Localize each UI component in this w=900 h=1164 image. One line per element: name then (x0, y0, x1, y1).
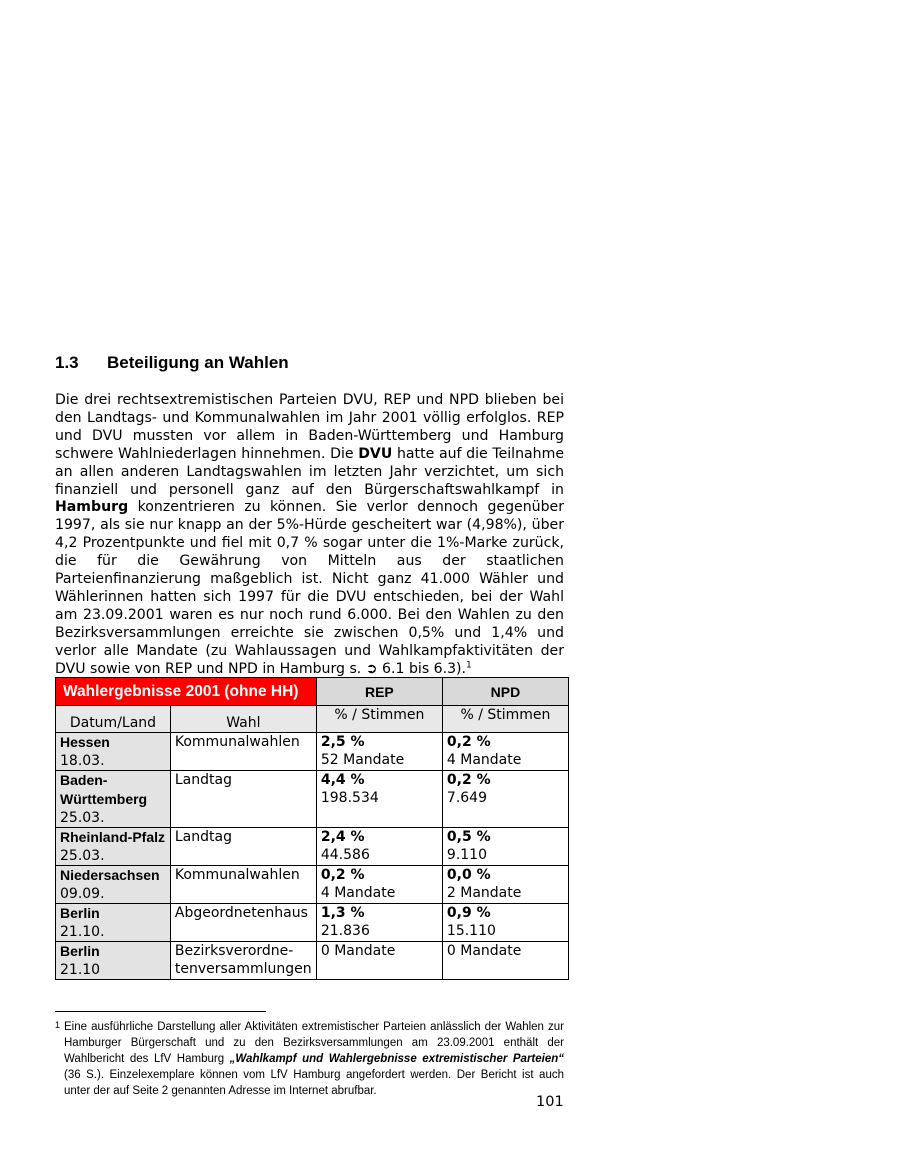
npd-value: 9.110 (446, 847, 487, 863)
footnote-text-1: Eine ausführliche Darstellung aller Aktivitäten extremistischer Parteien anlässlich der Wahlen zur Hamburger Bürgerschaft und zu den Bezirksversammlungen am 23.09.2001 enthält der Wahlbericht des LfV Hamburg (64, 1021, 564, 1065)
rep-value: 198.534 (320, 790, 379, 806)
election-date: 25.03. (60, 810, 105, 826)
land-cell (56, 904, 171, 942)
rep-cell (316, 904, 442, 942)
table-row (56, 866, 569, 904)
footnote-divider (55, 1011, 266, 1012)
npd-value: 2 Mandate (446, 885, 522, 901)
land-cell (56, 733, 171, 771)
land-name: Berlin (60, 905, 100, 921)
npd-percent: 0,9 % (446, 905, 491, 921)
body-paragraph (55, 392, 564, 679)
rep-percent: 2,5 % (320, 734, 365, 750)
land-name: Baden- (60, 772, 108, 788)
body-text-3: konzentrieren zu können. Sie verlor dennoch gegenüber 1997, als sie nur knapp an der 5%-Hürde gescheitert war (4,98%), über 4,2 Prozentpunkte und fiel mit 0,7 % sogar unter die 1%-Marke zurück, die für die Gewährung von Mitteln aus der staatlichen Parteienfinanzierung maßgeblich ist. Nicht ganz 41.000 Wähler und Wählerinnen hatten sich 1997 für die DVU entschieden, bei der Wahl am 23.09.2001 waren es nur noch rund 6.000. Bei den Wahlen zu den Bezirksversammlungen erreichte sie zwischen 0,5% und 1,4% und verlor alle Mandate (zu Wahlaussagen und Wahlkampfaktivitäten der DVU sowie von REP und NPD in Hamburg s. (55, 499, 564, 677)
table-row (56, 942, 569, 980)
election-date: 21.10 (60, 962, 101, 978)
section-title: Beteiligung an Wahlen (107, 353, 289, 372)
rep-percent: 0,2 % (320, 867, 365, 883)
rep-cell (316, 771, 442, 828)
rep-cell (316, 733, 442, 771)
col-header-rep-pct: % / Stimmen (316, 706, 442, 733)
npd-cell (442, 866, 568, 904)
npd-percent: 0,2 % (446, 772, 491, 788)
col-header-land: Datum/Land (56, 706, 171, 733)
land-cell (56, 942, 171, 980)
npd-cell (442, 733, 568, 771)
body-bold-hamburg: Hamburg (55, 499, 129, 516)
election-cell (170, 866, 316, 904)
npd-cell (442, 771, 568, 828)
npd-cell (442, 828, 568, 866)
election-type: Kommunalwahlen (174, 867, 300, 883)
table-row (56, 771, 569, 828)
party-header-rep: REP (316, 678, 442, 706)
body-text-2: hatte auf die Teilnahme an allen anderen Landtagswahlen im letzten Jahr verzichtet, um sich finanziell und personell ganz auf den Bürgerschaftswahlkampf in (55, 445, 564, 498)
rep-percent: 1,3 % (320, 905, 365, 921)
election-type: Bezirksverordne- (174, 943, 294, 959)
footnote (55, 1019, 564, 1099)
npd-value: 4 Mandate (446, 752, 522, 768)
footnote-text-2: (36 S.). Einzelexemplare können vom LfV Hamburg angefordert werden. Der Bericht ist auch unter der auf Seite 2 genannten Adresse im Internet abrufbar. (64, 1069, 564, 1097)
table-body (56, 733, 569, 980)
land-cell (56, 771, 171, 828)
election-results-table (55, 677, 569, 980)
npd-cell (442, 904, 568, 942)
page-number: 101 (536, 1094, 564, 1110)
rep-value: 21.836 (320, 923, 370, 939)
rep-value: 0 Mandate (320, 943, 396, 959)
table-header-row (56, 678, 569, 706)
footnote-mark: 1 (55, 1020, 61, 1030)
table-row (56, 733, 569, 771)
col-header-npd-pct: % / Stimmen (442, 706, 568, 733)
election-cell (170, 904, 316, 942)
footnote-reference[interactable]: 1 (466, 659, 472, 670)
election-date: 25.03. (60, 848, 105, 864)
table-row (56, 904, 569, 942)
npd-cell (442, 942, 568, 980)
npd-percent: 0,0 % (446, 867, 491, 883)
npd-value: 0 Mandate (446, 943, 522, 959)
land-name: Rheinland-Pfalz (60, 829, 166, 845)
land-cell (56, 828, 171, 866)
section-number: 1.3 (55, 353, 79, 372)
arrow-icon: ➲ (365, 660, 378, 677)
rep-value: 44.586 (320, 847, 370, 863)
body-text-4: 6.1 bis 6.3). (377, 660, 467, 677)
table-title: Wahlergebnisse 2001 (ohne HH) (56, 678, 317, 706)
npd-percent: 0,2 % (446, 734, 491, 750)
election-type-cont: tenversammlungen (174, 961, 312, 977)
body-bold-dvu: DVU (358, 445, 393, 462)
election-cell (170, 942, 316, 980)
election-cell (170, 828, 316, 866)
body-text-1: Die drei rechtsextremistischen Parteien DVU, REP und NPD blieben bei den Landtags- und Kommunalwahlen im Jahr 2001 völlig erfolglos. REP und DVU mussten vor allem in Baden-Württemberg und Hamburg schwere Wahlniederlagen hinnehmen. Die (55, 392, 564, 462)
rep-cell (316, 828, 442, 866)
land-name: Berlin (60, 943, 100, 959)
npd-value: 7.649 (446, 790, 487, 806)
rep-value: 52 Mandate (320, 752, 405, 768)
table-subheader-row (56, 706, 569, 733)
rep-cell (316, 866, 442, 904)
npd-percent: 0,5 % (446, 829, 491, 845)
election-type: Landtag (174, 829, 232, 845)
election-type: Landtag (174, 772, 232, 788)
rep-cell (316, 942, 442, 980)
land-name: Niedersachsen (60, 867, 160, 883)
section-heading (55, 353, 289, 373)
col-header-wahl: Wahl (170, 706, 316, 733)
election-date: 21.10. (60, 924, 105, 940)
rep-percent: 2,4 % (320, 829, 365, 845)
npd-value: 15.110 (446, 923, 496, 939)
election-type: Kommunalwahlen (174, 734, 300, 750)
election-date: 18.03. (60, 753, 105, 769)
election-date: 09.09. (60, 886, 105, 902)
land-cell (56, 866, 171, 904)
election-type: Abgeordnetenhaus (174, 905, 308, 921)
rep-value: 4 Mandate (320, 885, 396, 901)
footnote-report-title: „Wahlkampf und Wahlergebnisse extremistischer Parteien“ (229, 1053, 565, 1065)
land-name-cont: Württemberg (60, 791, 148, 807)
election-cell (170, 771, 316, 828)
election-cell (170, 733, 316, 771)
land-name: Hessen (60, 734, 110, 750)
party-header-npd: NPD (442, 678, 568, 706)
table-row (56, 828, 569, 866)
rep-percent: 4,4 % (320, 772, 365, 788)
